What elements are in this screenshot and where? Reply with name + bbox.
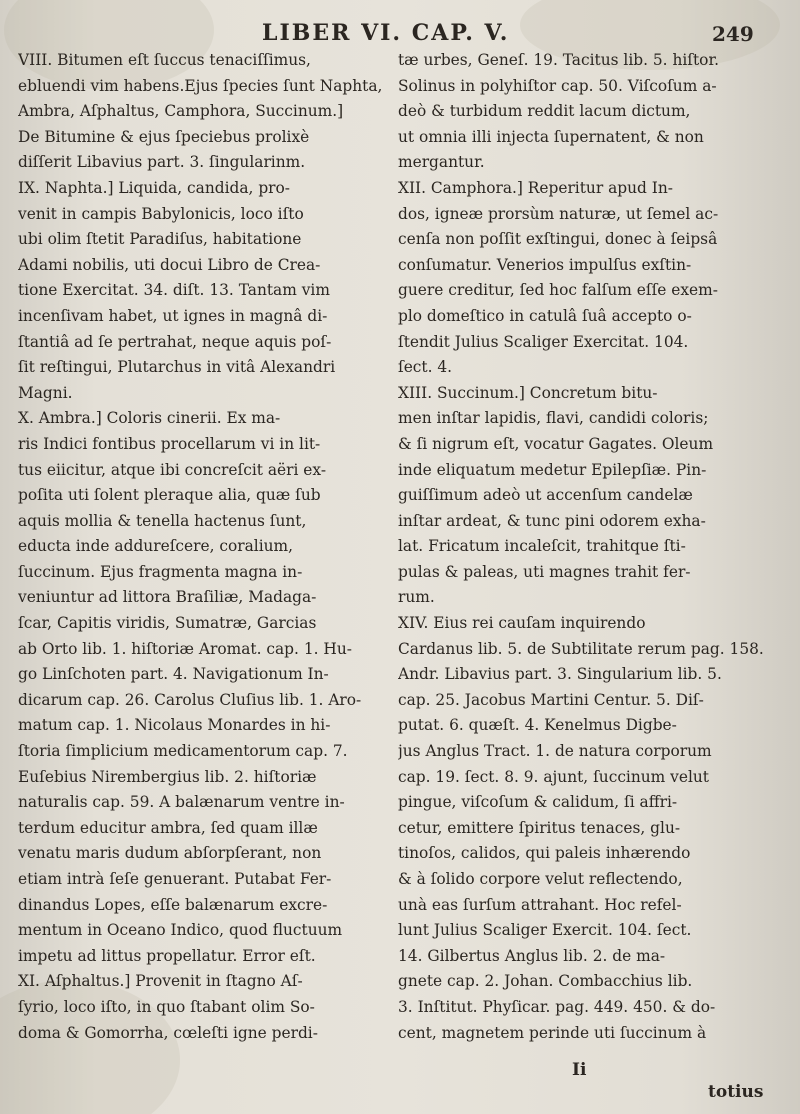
text-line: tinoſos, calidos, qui paleis inhærendo: [398, 844, 691, 863]
text-line: IX. Naphta.] Liquida, candida, pro-: [18, 178, 290, 197]
catchword: totius: [708, 1082, 764, 1102]
text-line: XII. Camphora.] Reperitur apud In-: [398, 178, 673, 197]
text-line: guere creditur, ſed hoc falſum eſſe exem-: [398, 281, 718, 300]
text-line: ebluendi vim habens.Ejus ſpecies ſunt Naphta,: [18, 76, 383, 95]
text-line: Magni.: [18, 383, 73, 402]
text-line: ſtoria ſimplicium medicamentorum cap. 7.: [18, 742, 348, 761]
text-line: diſſerit Libavius part. 3. ſingularinm.: [18, 153, 306, 172]
text-line: poſita uti ſolent pleraque alia, quæ ſub: [18, 486, 321, 505]
text-line: pulas & paleas, uti magnes trahit fer-: [398, 562, 691, 581]
text-line: impetu ad littus propellatur. Error eſt.: [18, 946, 316, 965]
text-line: dos, igneæ prorsùm naturæ, ut ſemel ac-: [398, 204, 719, 223]
text-line: Solinus in polyhiſtor cap. 50. Viſcoſum a-: [398, 76, 717, 95]
text-line: venit in campis Babylonicis, loco iſto: [18, 204, 304, 223]
text-line: & à ſolido corpore velut reflectendo,: [398, 870, 683, 888]
text-line: inſtar ardeat, & tunc pini odorem exha-: [398, 511, 706, 530]
text-line: cap. 25. Jacobus Martini Centur. 5. Diſ-: [398, 690, 704, 709]
text-line: ſit reſtingui, Plutarchus in vitâ Alexandri: [18, 358, 336, 377]
text-line: lat. Fricatum incaleſcit, trahitque ſti-: [398, 537, 686, 556]
text-line: lunt Julius Scaliger Exercit. 104. ſect.: [398, 921, 692, 940]
text-line: jus Anglus Tract. 1. de natura corporum: [398, 742, 712, 761]
running-head: LIBER VI. CAP. V.: [262, 20, 510, 46]
page-number: 249: [712, 22, 754, 46]
right-column: [398, 48, 768, 1088]
text-line: ſtantiâ ad ſe pertrahat, neque aquis poſ-: [18, 332, 332, 351]
text-line: terdum educitur ambra, ſed quam illæ: [18, 818, 318, 837]
text-line: ſtendit Julius Scaliger Exercitat. 104.: [398, 332, 689, 351]
text-line: go Linſchoten part. 4. Navigationum In-: [18, 665, 329, 684]
text-line: ſyrio, loco iſto, in quo ſtabant olim So-: [18, 997, 315, 1016]
signature-mark: Ii: [572, 1060, 587, 1080]
text-line: mentum in Oceano Indico, quod fluctuum: [18, 921, 343, 940]
text-line: ſcar, Capitis viridis, Sumatræ, Garcias: [18, 614, 317, 633]
text-line: ſect. 4.: [398, 358, 453, 377]
text-line: pingue, viſcoſum & calidum, ſi affri-: [398, 793, 678, 812]
text-line: aquis mollia & tenella hactenus ſunt,: [18, 511, 307, 530]
text-line: inde eliquatum medetur Epilepſiæ. Pin-: [398, 460, 707, 479]
text-line: educta inde addureſcere, coralium,: [18, 537, 294, 556]
text-line: unà eas ſurſum attrahant. Hoc refel-: [398, 895, 682, 914]
text-line: deò & turbidum reddit lacum dictum,: [398, 102, 691, 121]
text-line: XI. Aſphaltus.] Provenit in ſtagno Aſ-: [18, 972, 303, 991]
text-line: Euſebius Nirembergius lib. 2. hiſtoriæ: [18, 767, 317, 786]
text-line: dicarum cap. 26. Carolus Cluſius lib. 1. Aro-: [18, 690, 362, 709]
text-line: ris Indici fontibus procellarum vi in lit-: [18, 434, 321, 453]
text-line: 14. Gilbertus Anglus lib. 2. de ma-: [398, 946, 666, 965]
text-line: ubi olim ſtetit Paradiſus, habitatione: [18, 230, 302, 249]
text-line: X. Ambra.] Coloris cinerii. Ex ma-: [18, 409, 281, 428]
text-line: tione Exercitat. 34. diſt. 13. Tantam vim: [18, 281, 330, 300]
text-line: tæ urbes, Geneſ. 19. Tacitus lib. 5. hiſtor.: [398, 51, 719, 69]
text-line: men inſtar lapidis, flavi, candidi coloris;: [398, 409, 709, 428]
text-line: Cardanus lib. 5. de Subtilitate rerum pag. 158.: [398, 639, 764, 658]
text-line: venatu maris dudum abſorpſerant, non: [18, 844, 322, 863]
text-line: tus eiicitur, atque ibi concreſcit aëri ex-: [18, 460, 327, 479]
text-line: conſumatur. Venerios impulſus exſtin-: [398, 255, 692, 274]
text-line: cetur, emittere ſpiritus tenaces, glu-: [398, 818, 681, 837]
text-line: putat. 6. quæſt. 4. Kenelmus Digbe-: [398, 716, 677, 735]
text-line: Adami nobilis, uti docui Libro de Crea-: [18, 255, 321, 274]
text-line: guiſſimum adeò ut accenſum candelæ: [398, 486, 693, 505]
text-line: Ambra, Aſphaltus, Camphora, Succinum.]: [18, 102, 344, 121]
left-column: [18, 48, 388, 1088]
text-line: doma & Gomorrha, cœleſti igne perdi-: [18, 1023, 318, 1042]
text-line: matum cap. 1. Nicolaus Monardes in hi-: [18, 716, 331, 735]
text-line: 3. Inſtitut. Phyſicar. pag. 449. 450. & do-: [398, 997, 716, 1016]
text-line: veniuntur ad littora Braſiliæ, Madaga-: [18, 588, 317, 607]
text-line: VIII. Bitumen eſt ſuccus tenaciſſimus,: [18, 51, 311, 69]
text-line: & ſi nigrum eſt, vocatur Gagates. Oleum: [398, 434, 714, 453]
text-line: De Bitumine & ejus ſpeciebus prolixè: [18, 127, 310, 146]
text-line: gnete cap. 2. Johan. Combacchius lib.: [398, 972, 693, 991]
text-line: rum.: [398, 588, 435, 607]
text-line: ſuccinum. Ejus fragmenta magna in-: [18, 562, 303, 581]
text-line: ut omnia illi injecta ſupernatent, & non: [398, 127, 704, 146]
page-header: [0, 14, 800, 48]
text-line: Andr. Libavius part. 3. Singularium lib. 5.: [398, 665, 722, 684]
text-line: cap. 19. ſect. 8. 9. ajunt, ſuccinum velut: [398, 767, 709, 786]
text-line: mergantur.: [398, 153, 485, 172]
text-line: etiam intrà ſeſe genuerant. Putabat Fer-: [18, 870, 332, 888]
text-line: naturalis cap. 59. A balænarum ventre in-: [18, 793, 345, 812]
text-line: incenſivam habet, ut ignes in magnâ di-: [18, 306, 328, 325]
text-line: dinandus Lopes, eſſe balænarum excre-: [18, 895, 328, 914]
text-line: plo domeſtico in catulâ ſuâ accepto o-: [398, 306, 692, 325]
text-line: cenſa non poſſit exſtingui, donec à ſeipsâ: [398, 230, 718, 249]
text-line: XIV. Eius rei cauſam inquirendo: [398, 614, 646, 633]
text-line: XIII. Succinum.] Concretum bitu-: [398, 383, 658, 402]
text-line: cent, magnetem perinde uti ſuccinum à: [398, 1023, 707, 1042]
text-line: ab Orto lib. 1. hiſtoriæ Aromat. cap. 1. Hu-: [18, 639, 352, 658]
